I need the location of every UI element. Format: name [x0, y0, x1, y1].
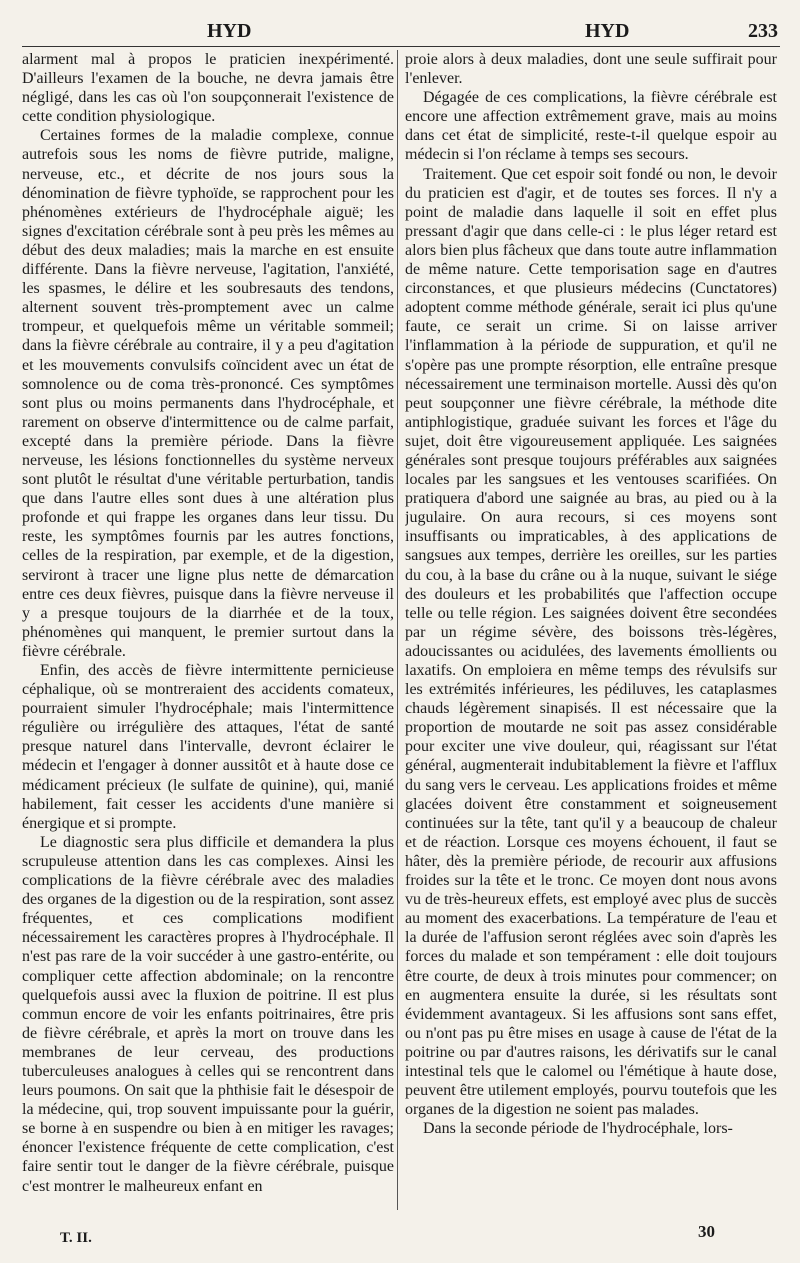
signature-mark: T. II. [60, 1230, 92, 1246]
paragraph: proie alors à deux maladies, dont une seule suffirait pour l'enlever. [405, 51, 777, 88]
page-number: 233 [748, 20, 778, 42]
paragraph: Traitement. Que cet espoir soit fondé ou non, le devoir du praticien est d'agir, et de toutes ses forces. Il n'y a point de maladie dans laquelle il soit en effet plus pressant d'agir que dans celle-ci : le plus léger retard est alors bien plus fâcheux que dans toute autre inflammation de même nature. Cette temporisation sage en d'autres circonstances, et que plusieurs médecins (Cunctatores) adoptent comme méthode générale, serait ici plus qu'une faute, ce serait un crime. Si on laisse arriver l'inflammation à la période de suppuration, et qu'il ne s'opère pas une prompte résorption, elle entraîne presque nécessairement une terminaison mortelle. Aussi dès qu'on peut soupçonner une fièvre cérébrale, la méthode dite antiphlogistique, graduée suivant les forces et l'âge du sujet, doit être vigoureusement appliquée. Les saignées générales sont presque toujours préférables aux saignées locales par les sangsues et les ventouses scarifiées. On pratiquera d'abord une saignée au bras, au pied ou à la jugulaire. On aura recours, si ces moyens sont insuffisants ou impraticables, à des applications de sangsues aux tempes, derrière les oreilles, sur les parties du cou, à la base du crâne ou à la nuque, suivant le siége des douleurs et les probabilités que l'affection occupe telle ou telle région. Les saignées doivent être secondées par un régime sévère, des boissons très-légères, adoucissantes ou acidulées, des lavements émollients ou laxatifs. On emploiera en même temps des révulsifs sur les extrémités inférieures, les pédiluves, les cataplasmes chauds légèrement sinapisés. Il est nécessaire que la proportion de moutarde ne soit pas assez considérable pour exciter une vive douleur, qui, réagissant sur l'état général, augmenterait indubitablement la fièvre et l'afflux du sang vers le cerveau. Les applications froides et même glacées doivent être constamment et soigneusement continuées sur la tête, tant qu'il y a beaucoup de chaleur et de réaction. Lorsque ces moyens échouent, il faut se hâter, dès la première période, de recourir aux affusions froides sur la tête et le tronc. Ce moyen dont nous avons vu de très-heureux effets, est employé avec plus de succès au moment des exacerbations. La température de l'eau et la durée de l'affusion seront réglées avec soin d'après les forces du malade et son tempérament : elle doit toujours être courte, de deux à trois minutes pour commencer; on en augmentera ensuite la durée, si les résultats sont évidemment avantageux. Si les affusions sont sans effet, ou n'ont pas pu être mises en usage à cause de l'état de la poitrine ou par d'autres raisons, les dérivatifs sur le canal intestinal tels que le calomel ou l'émétique à haute dose, peuvent être utilement employés, pourvu toutefois que les organes de la digestion ne soient pas malades. [405, 165, 777, 1119]
running-head-right: HYD [585, 20, 630, 42]
column-separator [397, 50, 398, 1210]
paragraph: Dans la seconde période de l'hydrocéphale, lors- [423, 1120, 733, 1138]
running-head-left: HYD [207, 20, 252, 42]
paragraph: Dégagée de ces complications, la fièvre cérébrale est encore une affection extrêmement grave, mais au moins dans cet état de simplicité, reste-t-il quelque espoir au médecin si l'on réclame à temps ses secours. [405, 89, 777, 164]
running-header [22, 20, 780, 46]
left-column [22, 50, 394, 1215]
paragraph: Certaines formes de la maladie complexe, connue autrefois sous les noms de fièvre putride, maligne, nerveuse, etc., et décrite de nos jours sous la dénomination de fièvre typhoïde, se rapprochent pour les phénomènes extérieurs de l'hydrocéphale aiguë; les signes d'excitation cérébrale sont à peu près les mêmes au début des deux maladies; mais la marche en est ensuite différente. Dans la fièvre nerveuse, l'agitation, l'anxiété, les spasmes, le délire et les soubresauts des tendons, alternent souvent très-promptement avec un calme trompeur, et quelquefois même un véritable sommeil; dans la fièvre cérébrale au contraire, il y a peu d'agitation et les mouvements convulsifs coïncident avec un état de somnolence ou de coma très-prononcé. Ces symptômes sont plus ou moins permanents dans l'hydrocéphale, et rarement on observe d'intermittence ou de calme parfait, excepté dans la première période. Dans la fièvre nerveuse, les lésions fonctionnelles du système nerveux sont plutôt le résultat d'une véritable perturbation, tandis que dans l'autre elles sont dues à une altération plus profonde et qui frappe les organes dans leur tissu. Du reste, les symptômes fournis par les autres fonctions, celles de la respiration, par exemple, et de la digestion, serviront à tracer une ligne plus nette de démarcation entre ces deux fièvres, puisque dans la fièvre nerveuse il y a presque toujours de la diarrhée et de la toux, phénomènes qui manquent, le premier surtout dans la fièvre cérébrale. [22, 127, 394, 660]
paragraph: Le diagnostic sera plus difficile et demandera la plus scrupuleuse attention dans les cas complexes. Ainsi les complications de la fièvre cérébrale avec des maladies des organes de la digestion ou de la respiration, sont assez fréquentes, et ces complications modifient nécessairement les caractères propres à l'hydrocéphale. Il n'est pas rare de la voir succéder à une gastro-entérite, ou compliquer cette affection abdominale; on la rencontre quelquefois aussi avec la fluxion de poitrine. Il est plus commun encore de voir les enfants poitrinaires, être pris de fièvre cérébrale, et après la mort on trouve dans les membranes de leur cerveau, des productions tuberculeuses analogues à celles qui se rencontrent dans leurs poumons. On sait que la phthisie fait le désespoir de la médecine, qui, trop souvent impuissante pour la guérir, se borne à en suspendre ou bien à en mitiger les ravages; énoncer l'existence fréquente de cette complication, c'est faire sentir tout le danger de la fièvre cérébrale, puisque c'est montrer le malheureux enfant en [22, 833, 394, 1195]
folio-number: 30 [698, 1222, 715, 1241]
right-column [405, 50, 777, 1215]
paragraph: alarment mal à propos le praticien inexpérimenté. D'ailleurs l'examen de la bouche, ne devra jamais être négligé, dans les cas où l'on soupçonnerait l'existence de cette condition physiologique. [22, 51, 394, 126]
paragraph: Enfin, des accès de fièvre intermittente pernicieuse céphalique, où se montreraient des accidents comateux, pourraient simuler l'hydrocéphale; mais l'intermittence régulière ou irrégulière des attaques, l'état de santé presque naturel dans l'intervalle, devront éclairer le médecin et l'engager à donner aussitôt et à haute dose ce médicament précieux (le sulfate de quinine), qui, manié habilement, fait cesser les accidents d'une manière si énergique et si prompte. [22, 662, 394, 832]
header-rule [22, 46, 780, 47]
